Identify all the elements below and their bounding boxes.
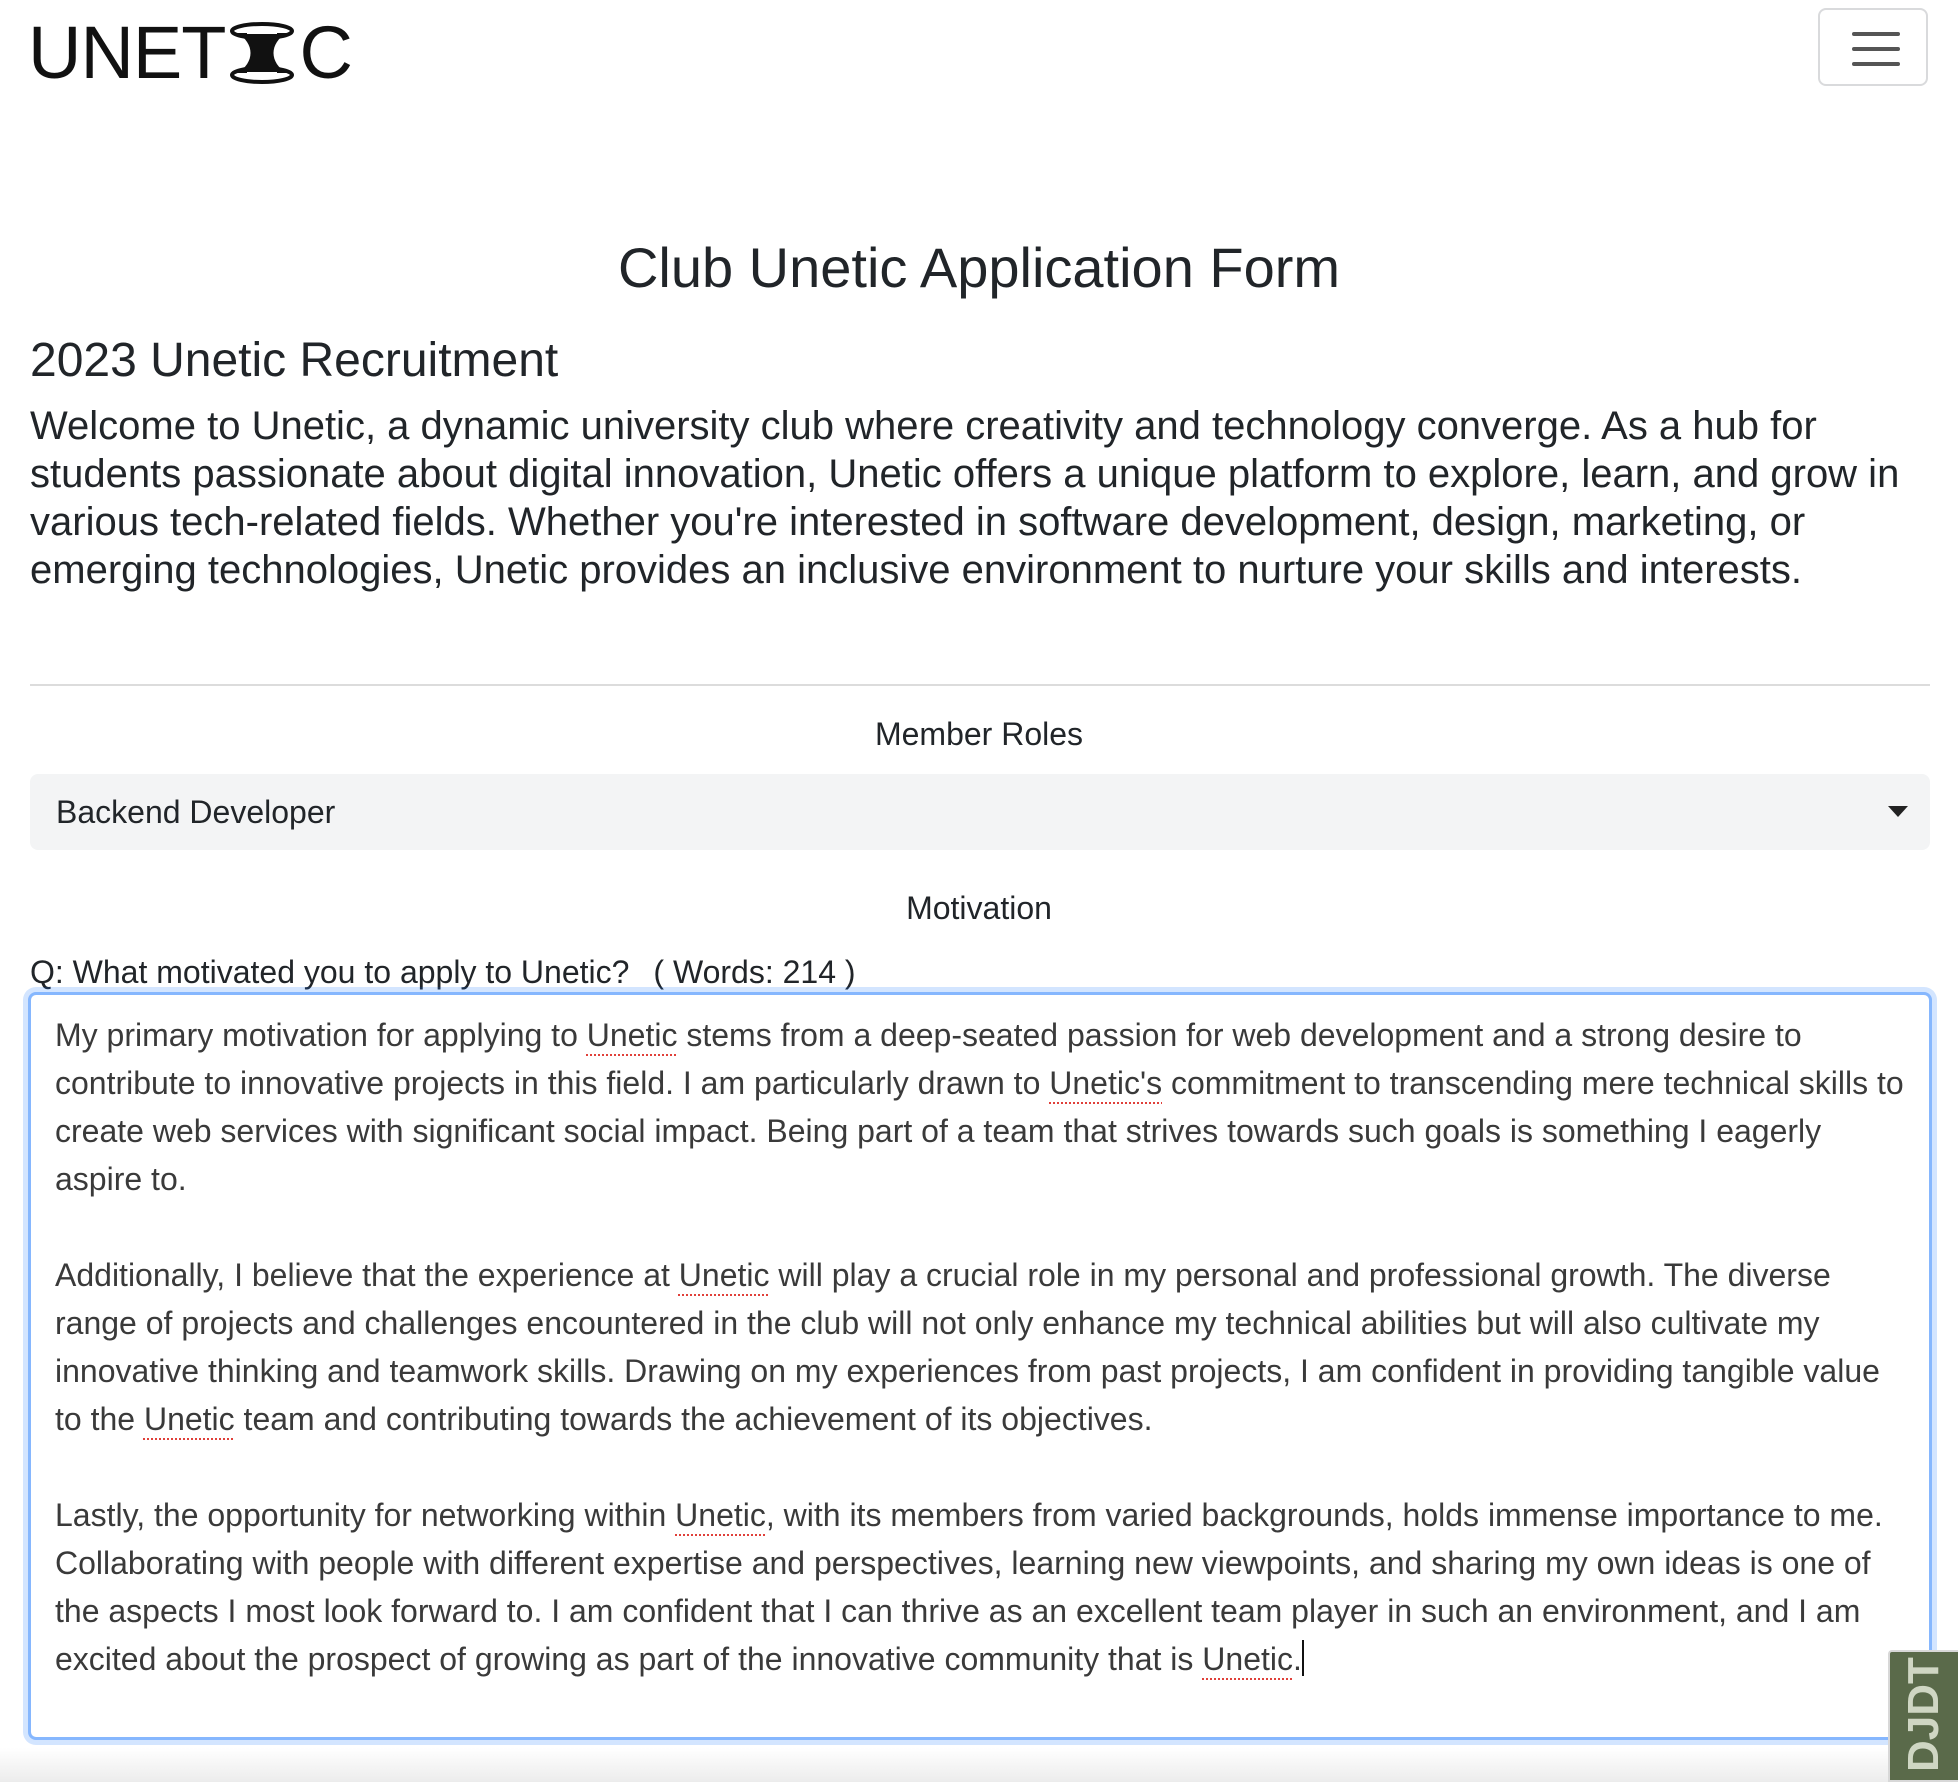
answer-paragraph-2: Additionally, I believe that the experience at Unetic will play a crucial role in my personal and professional growth. The diverse range of projects and challenges encountered in the club will not only enhance my technical abilities but will also cultivate my innovative thinking and teamwork skills. Drawing on my experiences from past projects, I am confident in providing tangible value to the Unetic team and contributing towards the achievement of its objectives. — [55, 1257, 1880, 1437]
unetic-logo[interactable] — [28, 8, 352, 98]
member-role-selected-value: Backend Developer — [56, 794, 336, 830]
motivation-label: Motivation — [906, 890, 1052, 926]
intro-paragraph: Welcome to Unetic, a dynamic university club where creativity and technology converge. As a hub for students passionate about digital innovation, Unetic offers a unique platform to explore, learn, and grow in various tech-related fields. Whether you're interested in software development, design, marketing, or emerging technologies, Unetic provides an inclusive environment to nurture your skills and interests. — [30, 404, 1900, 592]
misspelled-word: Unetic — [678, 1257, 770, 1293]
navbar — [0, 0, 1958, 110]
django-debug-toolbar-handle[interactable] — [1888, 1650, 1958, 1782]
word-count: ( Words: 214 ) — [653, 954, 856, 990]
logo-i-glyph-icon — [227, 21, 297, 85]
answer-paragraph-1: My primary motivation for applying to Unetic stems from a deep-seated passion for web development and a strong desire to contribute to innovative projects in this field. I am particularly drawn to Unetic's commitment to transcending mere technical skills to create web services with significant social impact. Being part of a team that strives towards such goals is something I eagerly aspire to. — [55, 1017, 1904, 1197]
misspelled-word: Unetic — [586, 1017, 678, 1053]
misspelled-word: Unetic — [1202, 1641, 1293, 1677]
misspelled-word: Unetic's — [1049, 1065, 1163, 1101]
navbar-toggle-button[interactable] — [1818, 8, 1928, 86]
hamburger-menu-icon — [1852, 32, 1900, 36]
motivation-textarea[interactable] — [28, 992, 1932, 1740]
motivation-question — [30, 952, 856, 992]
djdt-label: DJDT — [1899, 1657, 1948, 1772]
member-roles-label: Member Roles — [874, 716, 1084, 752]
logo-text-left: UNET — [28, 11, 226, 94]
member-role-select[interactable] — [30, 774, 1930, 850]
bottom-fade — [0, 1748, 1958, 1782]
answer-paragraph-3: Lastly, the opportunity for networking within Unetic, with its members from varied backgrounds, holds immense importance to me. Collaborating with people with different expertise and perspectives, learning new viewpoints, and sharing my own ideas is one of the aspects I most look forward to. I am confident that I can thrive as an excellent team player in such an environment, and I am excited about the prospect of growing as part of the innovative community that is Unetic. — [55, 1497, 1883, 1677]
text-cursor — [1302, 1640, 1304, 1676]
misspelled-word: Unetic — [675, 1497, 766, 1533]
section-divider — [30, 684, 1930, 686]
caret-down-icon — [1888, 806, 1908, 817]
logo-text-right: C — [299, 11, 352, 94]
question-text: Q: What motivated you to apply to Unetic? — [30, 954, 630, 990]
page-title: Club Unetic Application Form — [617, 236, 1341, 299]
recruitment-subtitle: 2023 Unetic Recruitment — [30, 334, 559, 387]
misspelled-word: Unetic — [143, 1401, 235, 1437]
